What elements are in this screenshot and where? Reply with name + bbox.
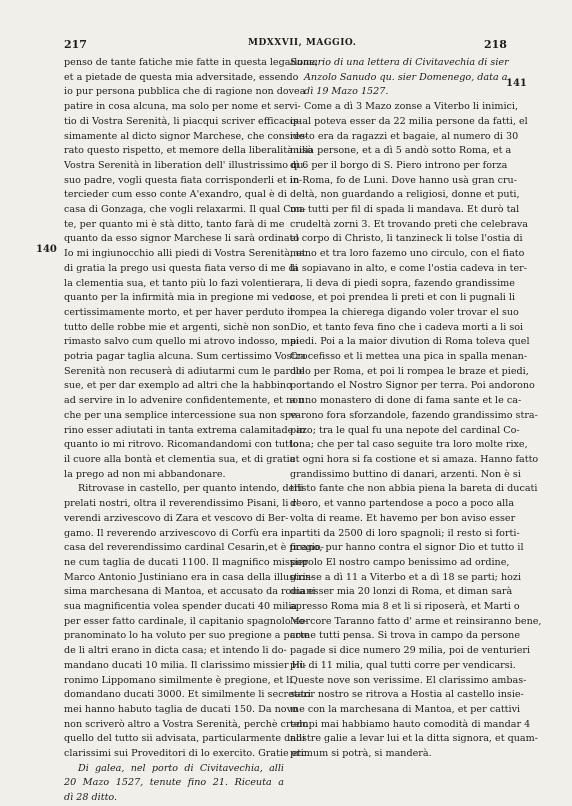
text-line: gionse a dì 11 a Viterbo et a dì 18 se parti; hozi [290, 571, 522, 583]
text-line: 20 Mazo 1527, tenute fino 21. Riceuta a [64, 777, 284, 789]
text-line: portando el Nostro Signor per terra. Poi andorono [290, 380, 535, 392]
text-line: et a pietade de questa mia adversitade, essendo [64, 71, 299, 83]
text-line: milia persone, et a dì 5 andò sotto Roma, et a [290, 145, 512, 157]
text-line: in Roma, fo de Luni. Dove hanno usà gran cru- [290, 174, 517, 186]
text-line: et ogni hora si fa costione et si amaza. Hanno fatto [290, 453, 539, 465]
text-line: qual poteva esser da 22 milia persone da fatti, el [290, 115, 528, 127]
text-line: lona; che per tal caso seguite tra loro molte rixe, [290, 439, 528, 451]
text-line: Anzolo Sanudo qu. sier Domenego, data a [304, 71, 508, 83]
page-number-left: 217 [64, 38, 87, 51]
text-line: partiti da 2500 di loro spagnoli; il resto si forti- [290, 527, 520, 539]
text-line: verendi arzivescovo di Zara et vescovo di Ber- [64, 512, 289, 524]
text-line: d' oro, et vanno partendose a poco a poco alla [290, 498, 515, 510]
text-line: dolo per Roma, et poi li rompea le braze et piedi, [290, 365, 529, 377]
text-line: sue, et per dar exemplo ad altri che la habbino [64, 380, 292, 392]
text-line: te, per quanto mi è stà ditto, tanto farà di me [64, 218, 285, 230]
text-line: il cuore alla bontà et clementia sua, et di gratia [64, 453, 296, 465]
text-line: potria pagar taglia alcuna. Sum certissimo Vostra [64, 351, 306, 363]
text-line: primum si potrà, si manderà. [290, 748, 432, 760]
text-line: cose, et poi prendea li preti et con li pugnali li [290, 292, 516, 304]
text-line: rato questo rispetto, et memore della liberalità usò [64, 145, 313, 157]
text-line: certissimamente morto, et per haver perduto il [64, 306, 294, 318]
text-line: pazo; tra le qual fu una nepote del cardinal Co- [290, 424, 520, 436]
text-line: mandano ducati 10 milia. Il clarissimo missier Hi- [64, 659, 307, 671]
text-line: tristo fante che non abbia piena la bareta di ducati [290, 483, 538, 495]
text-line: ficano, pur hanno contra el signor Dio et tutto il [290, 542, 524, 554]
text-line: ma tutti per fil di spada li mandava. Et durò tal [290, 204, 520, 216]
text-line: apresso Roma mia 8 et li si riposerà, et Marti o [290, 601, 520, 613]
text-line: Serenità non recuserà di adiutarmi cum le parole [64, 365, 305, 377]
text-line: dì 19 Mazo 1527. [304, 86, 389, 98]
text-line: popolo El nostro campo benissimo ad ordine, [290, 556, 510, 568]
text-line: ra, li deva di piedi sopra, fazendo grandissime [290, 277, 515, 289]
text-line: Sumario di una lettera di Civitavechia di sier [290, 57, 509, 68]
text-line: casa di Gonzaga, che vogli relaxarmi. Il qual Con- [64, 204, 306, 216]
margin-number-left: 140 [36, 244, 57, 255]
text-line: gamo. Il reverendo arzivescovo di Corfù era in [64, 527, 291, 539]
text-line: domandano ducati 3000. Et similmente li secretari [64, 689, 312, 701]
text-line: grandissimo buttino di danari, arzenti. Non è si [290, 468, 521, 480]
text-line: rimasto salvo cum quello mi atrovo indosso, mai [64, 336, 299, 348]
text-line: Vostra Serenità in liberation dell' illustrissimo qu. [64, 159, 307, 171]
text-line: tutto delle robbe mie et argenti, sichè non son [64, 321, 290, 333]
text-line: varono fora sforzandole, fazendo grandissimo stra- [290, 409, 538, 421]
text-line: di gratia la prego usi questa fiata verso di me di [64, 262, 298, 274]
text-line: quanto da esso signor Marchese li sarà ordinato [64, 233, 300, 245]
text-line: suo padre, vogli questa fiata corrisponderli et in- [64, 174, 303, 186]
text-line: Crocefisso et li mettea una pica in spalla menan- [290, 351, 528, 363]
text-line: penso de tante fatiche mie fatte in questa legatione, [64, 57, 319, 68]
text-line: tercieder cum esso conte A'exandro, qual è di [64, 189, 287, 201]
text-line: de li altri erano in dicta casa; et intendo li do- [64, 645, 287, 657]
text-line: crudeltà zorni 3. Et trovando preti che celebrava [290, 218, 529, 230]
text-line: pranominato lo ha voluto per suo pregione a parte [64, 630, 310, 642]
text-line: rompea la chierega digando voler trovar el suo [290, 306, 519, 318]
text-line: tio di Vostra Serenità, li piacqui scriver efficacis- [64, 115, 302, 127]
text-line: la clementia sua, et tanto più lo fazi volentiera, [64, 277, 294, 289]
text-line: clarissimi sui Proveditori di lo exercito. Gratie etc. [64, 748, 310, 760]
text-line: Mercore Taranno fatto d' arme et reinsiranno bene, [290, 615, 542, 627]
text-line: casa del reverendissimo cardinal Cesarin,et è pregio- [64, 542, 324, 554]
text-line: quanto per la infirmità mia in pregione mi vedo [64, 292, 295, 304]
text-line: mei hanno habuto taglia de ducati 150. Da novo [64, 703, 298, 715]
text-line: patire in cosa alcuna, ma solo per nome et servi- [64, 101, 301, 113]
margin-number-right: 141 [506, 78, 527, 89]
letter-summary-heading [290, 56, 509, 100]
text-line: simamente al dicto signor Marchese, che conside- [64, 130, 308, 142]
letter-summary-body [290, 100, 542, 762]
text-line: quello del tutto sii advisata, particularmente dalli [64, 733, 306, 745]
text-line: rino esser adiutati in tanta extrema calamitade in [64, 424, 306, 436]
text-line: più di 11 milia, qual tutti corre per vendicarsi. [290, 659, 516, 671]
text-line: la sopiavano in alto, e come l'ostia cadeva in ter- [290, 262, 527, 274]
text-line: piedi. Poi a la maior divution di Roma toleva quel [290, 336, 530, 348]
text-line: sua magnificentia volea spender ducati 40 milia [64, 601, 298, 613]
left-column-text [64, 56, 324, 806]
text-line: el corpo di Christo, li tanzineck li tolse l'ostia di [290, 233, 523, 245]
text-line: tempi mai habbiamo hauto comodità di mandar 4 [290, 718, 531, 730]
page-number-right: 218 [484, 38, 507, 51]
text-line: Queste nove son verissime. El clarissimo ambas- [290, 674, 527, 686]
text-line: ad servire in lo advenire confidentemente, et non [64, 395, 305, 407]
text-line: mano et tra loro fazemo uno circulo, con el fiato [290, 248, 525, 260]
text-line: come tutti pensa. Si trova in campo da persone [290, 630, 520, 642]
text-line: per esser fatto cardinale, il capitanio spagnolo so- [64, 615, 308, 627]
text-line: quanto io mi ritrovo. Ricomandandomi con tutto [64, 439, 299, 451]
text-line: volta di reame. Et havemo per bon aviso esser [290, 512, 516, 524]
text-line: Marco Antonio Justiniano era in casa della illustris- [64, 571, 314, 583]
text-line: che per una semplice intercessione sua non spe- [64, 409, 300, 421]
text-line: me con la marchesana di Mantoa, et per cattivi [290, 703, 521, 715]
text-line: la prego ad non mi abbandonare. [64, 468, 226, 480]
text-line: resto era da ragazzi et bagaie, al numero di 30 [290, 130, 519, 142]
text-line: Ritrovase in castello, per quanto intendo, delli [78, 483, 304, 495]
text-line: Come a dì 3 Mazo zonse a Viterbo li inimici, [304, 101, 519, 113]
text-line: dì 6 per il borgo di S. Piero introno per forza [290, 159, 508, 171]
text-line: nostre galie a levar lui et la ditta signora, et quam- [290, 733, 538, 745]
text-line: dì 28 ditto. [64, 792, 118, 804]
text-line: pagade si dice numero 29 milia, poi de venturieri [290, 645, 531, 657]
text-line: Di galea, nel porto di Civitavechia, alli [78, 762, 284, 774]
text-line: io pur persona pubblica che di ragione non dovea [64, 86, 306, 98]
text-line: deltà, non guardando a religiosi, donne et puti, [290, 189, 520, 201]
text-line: Io mi ingiunocchio alli piedi di Vostra Serenità, et [64, 248, 306, 260]
text-line: ronimo Lippomano similmente è pregione, et li [64, 674, 293, 686]
text-line: sima marchesana di Mantoa, et accusato da romani [64, 586, 316, 598]
text-line: dia esser mia 20 lonzi di Roma, et diman sarà [290, 586, 513, 598]
text-line: a uno monastero di done di fama sante et le ca- [290, 395, 522, 407]
text-line: sator nostro se ritrova a Hostia al castello insie- [290, 689, 524, 701]
text-line: Dio, et tanto feva fino che i cadeva morti a li soi [290, 321, 524, 333]
text-line: non scriverò altro a Vostra Serenità, perchè credo [64, 718, 309, 730]
text-line: ne cum taglia de ducati 1100. Il magnifico missier [64, 556, 309, 568]
text-line: prelati nostri, oltra il reverendissimo Pisani, li re- [64, 498, 305, 510]
running-title: MDXXVII, MAGGIO. [248, 38, 357, 48]
